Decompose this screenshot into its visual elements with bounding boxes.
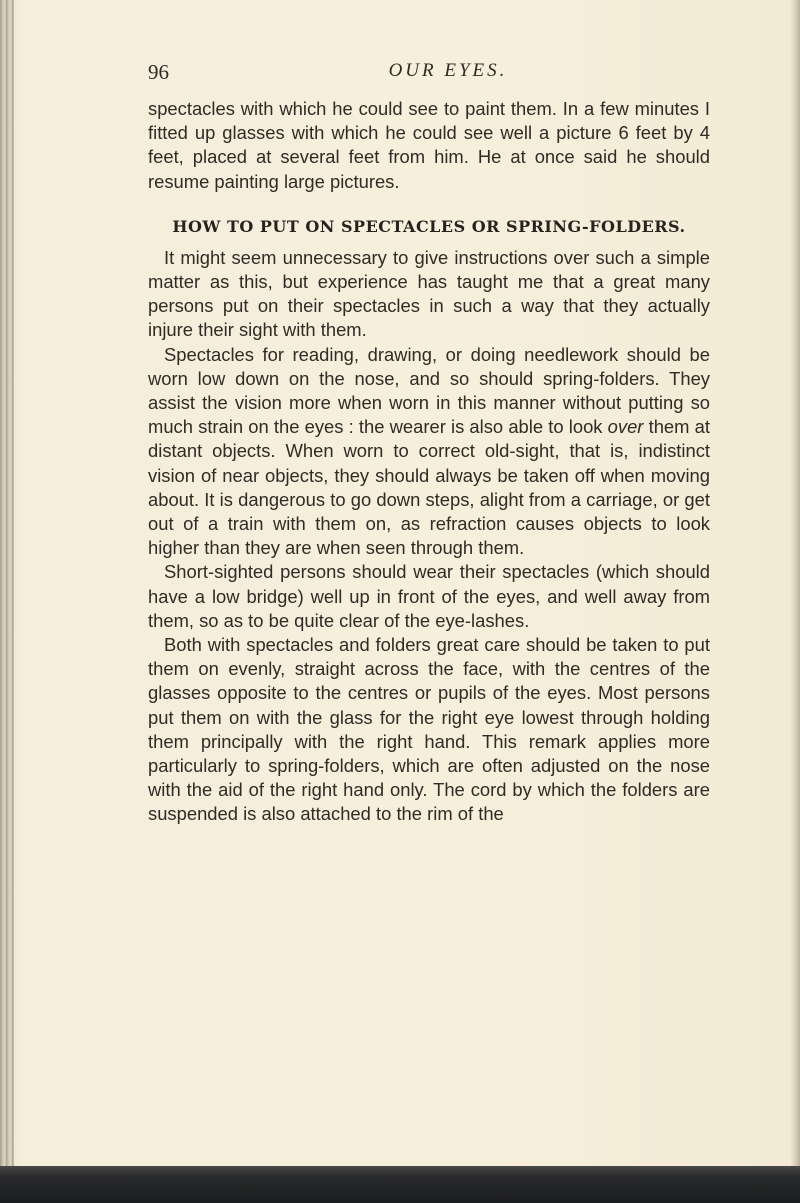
paragraph-fitting: Both with spectacles and folders great care should be taken to put them on evenly, straight across the face, with the centres of the glasses opposite to the centres or pupils of the eyes. Most persons put them on with the glass for the right eye lowest through holding them principally with the right hand. This remark applies more particularly to spring-folders, which are often adjusted on the nose with the aid of the right hand only. The cord by which the folders are suspended is also attached to the rim of the <box>148 634 710 825</box>
book-board-edge <box>0 1166 800 1203</box>
paragraph-text: them at distant objects. When worn to correct old-sight, that is, indistinct vision of near objects, they should always be taken off when moving about. It is dangerous to go down steps, alight from a carriage, or get out of a train with them on, as refraction causes objects to look higher than they are when seen through them. <box>148 416 710 559</box>
page-body <box>148 97 710 827</box>
binding-edge <box>0 0 14 1203</box>
opening-paragraph: spectacles with which he could see to paint them. In a few minutes I fitted up glasses with which he could see well a picture 6 feet by 4 feet, placed at several feet from him. He at once said he should resume painting large pictures. <box>148 98 710 192</box>
page-number: 96 <box>148 60 169 84</box>
page-header <box>148 60 718 90</box>
paragraph-short-sighted: Short-sighted persons should wear their spectacles (which should have a low bridge) well up in front of the eyes, and well away from them, so as to be quite clear of the eye-lashes. <box>148 561 710 631</box>
paragraph-instructions: It might seem unnecessary to give instructions over such a simple matter as this, but experience has taught me that a great many persons put on their spectacles in such a way that they actually injure their sight with them. <box>148 246 710 341</box>
page-right-edge <box>790 0 800 1203</box>
section-heading: HOW TO PUT ON SPECTACLES OR SPRING-FOLDERS. <box>172 216 686 236</box>
paragraph-text: Spectacles for reading, drawing, or doing needlework should be worn low down on the nose, and so should spring-folders. They assist the vision more when worn in this manner without putting so much strain on the eyes : the wearer is also able to look <box>148 343 710 438</box>
paragraph-reading-spectacles <box>148 343 710 561</box>
running-head: OUR EYES. <box>388 60 508 81</box>
italic-emphasis: over <box>607 416 644 438</box>
